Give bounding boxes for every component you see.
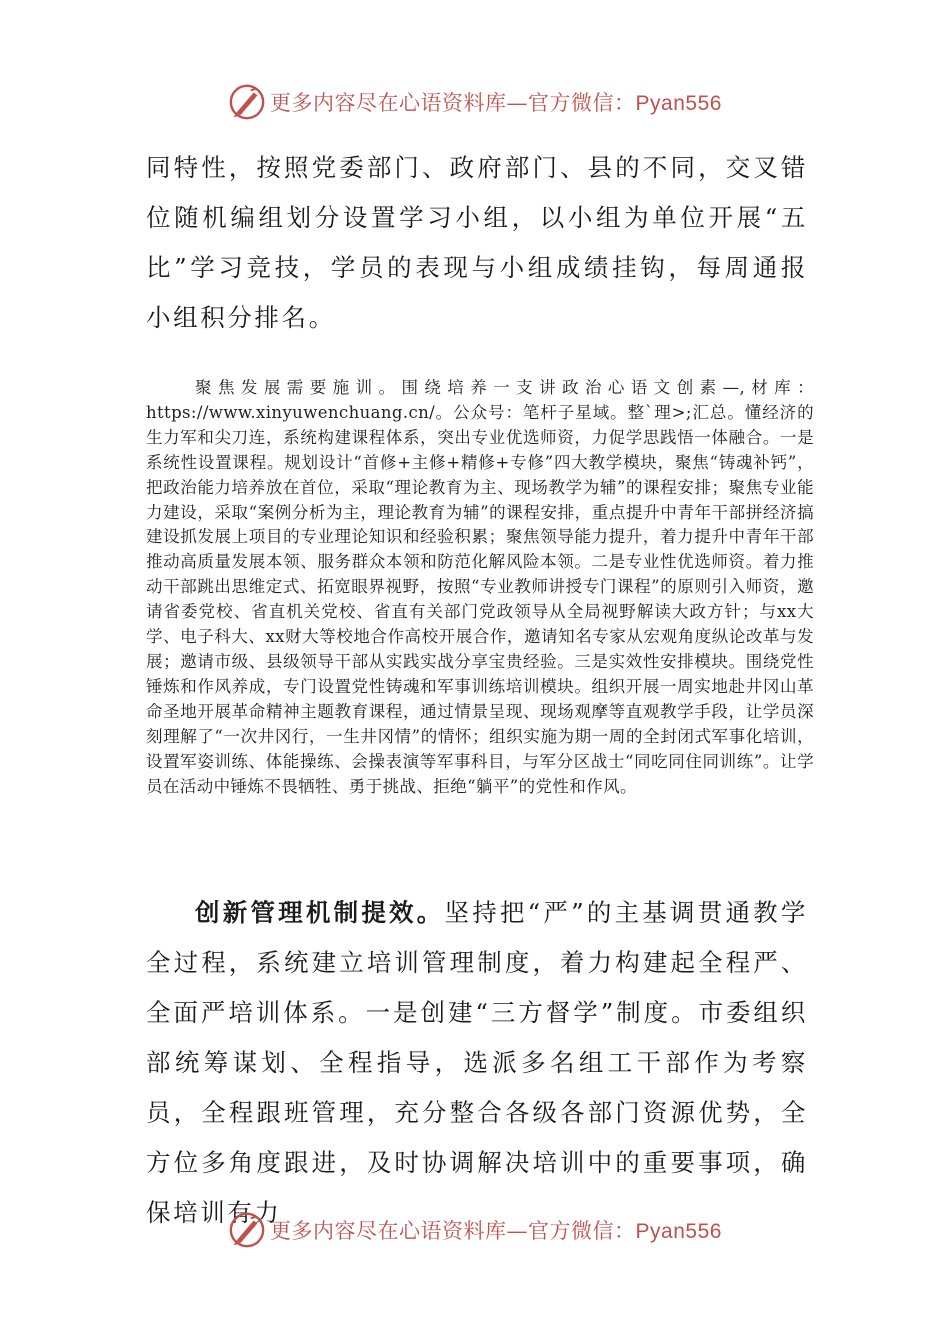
watermark-wechat-label: 官方微信： (528, 1219, 636, 1243)
watermark-text (270, 87, 722, 117)
paragraph-small-block: 聚焦发展需要施训。围绕培养一支讲政治心语文创素—,材库：https://www.xinyuwenchuang.cn/。公众号：笔杆子星域。整`理>;汇总。懂经济的生力军和尖刀连，系统构建课程体系，突出专业优选师资，力促学思践悟一体融合。一是系统性设置课程。规划设计“首修+主修+精修+专修”四大教学模块，聚焦“铸魂补钙”，把政治能力培养放在首位，采取“理论教育为主、现场教学为辅”的课程安排；聚焦专业能力建设，采取“案例分析为主，理论教育为辅”的课程安排，重点提升中青年干部拼经济搞建设抓发展上项目的专业理论知识和经验积累；聚焦领导能力提升，着力提升中青年干部推动高质量发展本领、服务群众本领和防范化解风险本领。二是专业性优选师资。着力推动干部跳出思维定式、拓宽眼界视野，按照“专业教师讲授专门课程”的原则引入师资，邀请省委党校、省直机关党校、省直有关部门党政领导从全局视野解读大政方针；与xx大学、电子科大、xx财大等校地合作高校开展合作，邀请知名专家从宏观角度纵论改革与发展；邀请市级、县级领导干部从实践实战分享宝贵经验。三是实效性安排模块。围绕党性锤炼和作风养成，专门设置党性铸魂和军事训练培训模块。组织开展一周实地赴井冈山革命圣地开展革命精神主题教育课程，通过情景呈现、现场观摩等直观教学手段，让学员深刻理解了“一次井冈行，一生井冈情”的情怀；组织实施为期一周的全封闭式军事化培训，设置军姿训练、体能操练、会操表演等军事科目，与军分区战士“同吃同住同训练”。让学员在活动中锤炼不畏牺牲、勇于挑战、拒绝“躺平”的党性和作风。 (146, 378, 814, 796)
watermark-banner-bottom (0, 1208, 950, 1252)
pen-logo-icon (228, 1211, 266, 1249)
paragraph-heading: 创新管理机制提效。 (195, 898, 445, 927)
watermark-brand: 更多内容尽在心语资料库 (270, 1219, 507, 1243)
watermark-account: Pyan556 (635, 92, 722, 115)
watermark-dash: — (506, 91, 529, 115)
pen-logo-icon (228, 83, 266, 121)
paragraph-body: 坚持把“严”的主基调贯通教学全过程，系统建立培训管理制度，着力构建起全程严、全面严培训体系。一是创建“三方督学”制度。市委组织部统筹谋划、全程指导，选派多名组工干部作为考察员，全程跟班管理，充分整合各级各部门资源优势，全方位多角度跟进，及时协调解决培训中的重要事项，确保培训有力 (146, 898, 808, 1227)
watermark-brand: 更多内容尽在心语资料库 (270, 91, 507, 115)
watermark-banner-top (0, 80, 950, 124)
paragraph-management (146, 888, 808, 1238)
watermark-account: Pyan556 (635, 1220, 722, 1243)
watermark-wechat-label: 官方微信： (528, 91, 636, 115)
watermark-text (270, 1215, 722, 1245)
paragraph-continuation: 同特性，按照党委部门、政府部门、县的不同，交叉错位随机编组划分设置学习小组，以小组为单位开展“五比”学习竞技，学员的表现与小组成绩挂钩，每周通报小组积分排名。 (146, 153, 808, 332)
watermark-dash: — (506, 1219, 529, 1243)
